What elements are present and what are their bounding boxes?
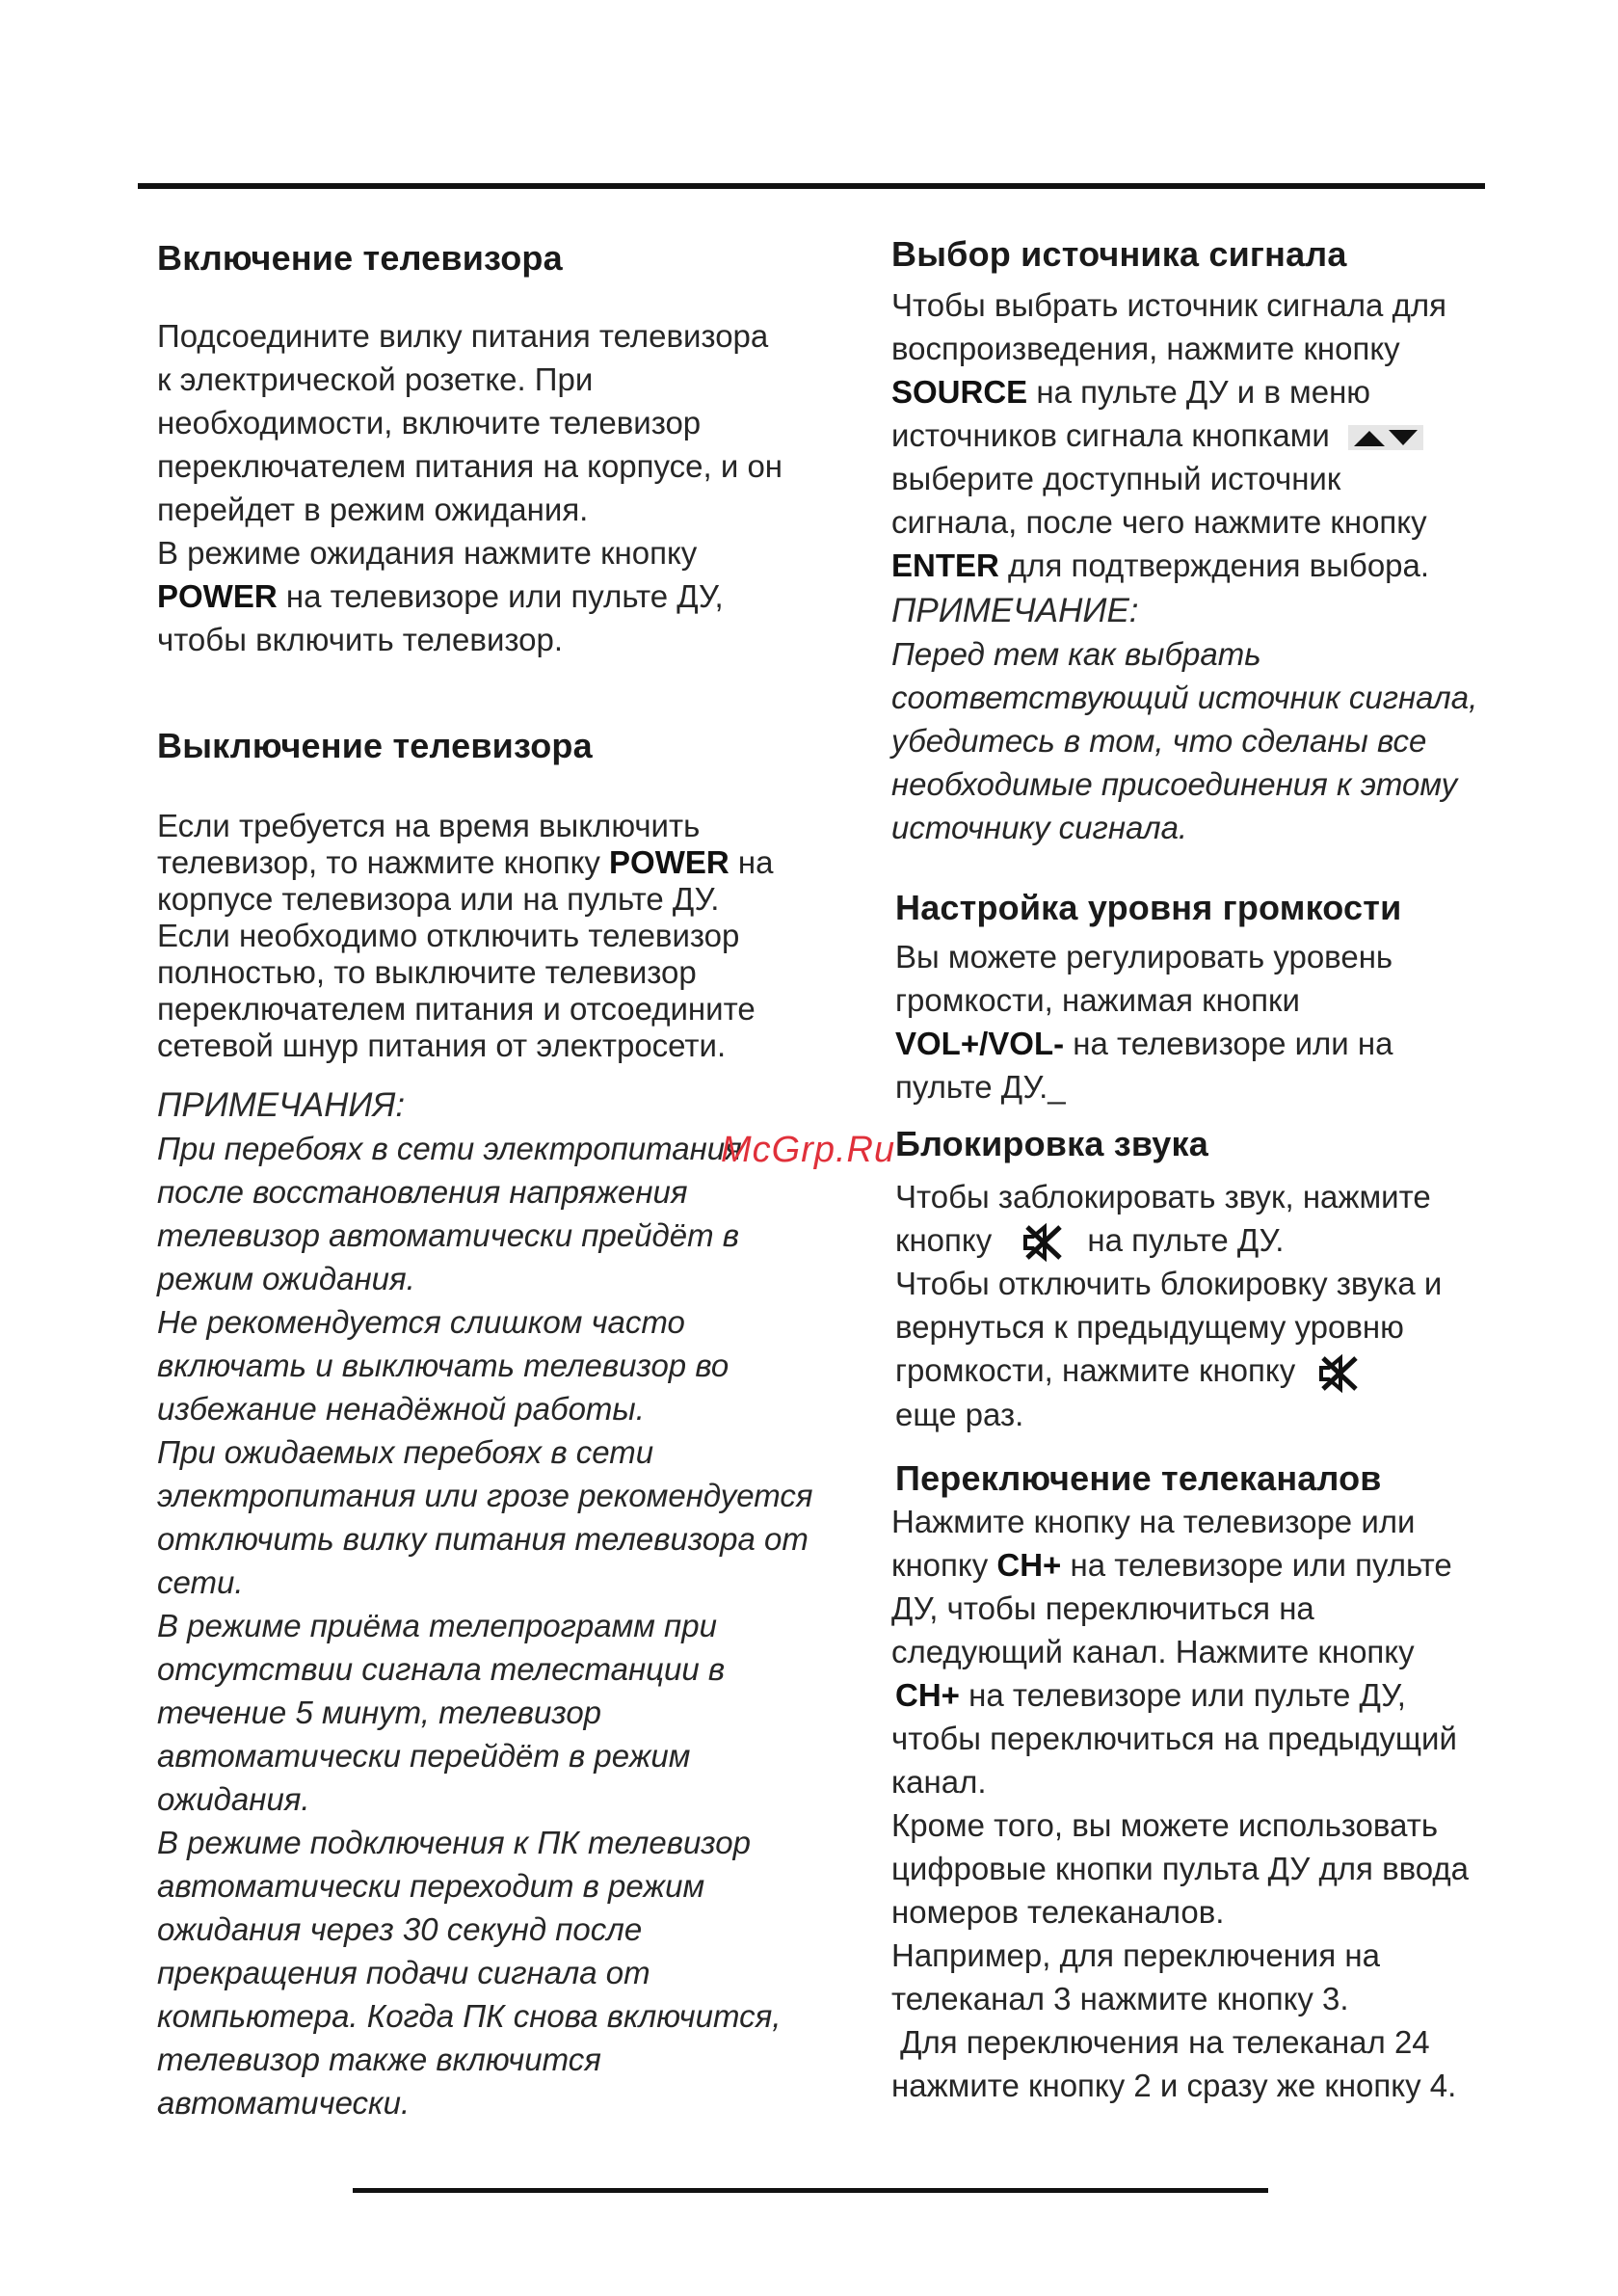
note-line: сети. (157, 1564, 244, 1600)
text-fragment: кнопку (891, 1547, 997, 1583)
volume-text (895, 935, 1493, 1108)
vol-key-label: VOL+/VOL- (895, 1026, 1065, 1061)
text-line: Подсоедините вилку питания телевизора (157, 318, 769, 354)
text-line: Если необходимо отключить телевизор (157, 918, 740, 953)
power-off-text (157, 808, 793, 1064)
ch-key-label: CH+ (996, 1547, 1062, 1583)
arrow-up-down-icon (1348, 425, 1423, 450)
text-line: номеров телеканалов. (891, 1894, 1225, 1930)
section-title-volume: Настройка уровня громкости (895, 888, 1402, 927)
text-line: пульте ДУ._ (895, 1069, 1066, 1105)
section-title-channels: Переключение телеканалов (895, 1458, 1382, 1498)
text-line: сигнала, после чего нажмите кнопку (891, 504, 1427, 540)
note-line: В режиме приёма телепрограмм при (157, 1608, 717, 1643)
text-line: сетевой шнур питания от электросети. (157, 1028, 727, 1063)
text-line (891, 1673, 1489, 1717)
source-notes (891, 632, 1489, 849)
text-line: следующий канал. Нажмите кнопку (891, 1634, 1415, 1669)
text-line (891, 1543, 1489, 1587)
note-line: после восстановления напряжения (157, 1174, 688, 1210)
note-line: режим ожидания. (157, 1261, 415, 1296)
section-title-power-off: Выключение телевизора (157, 726, 593, 765)
note-line: избежание ненадёжной работы. (157, 1391, 645, 1427)
text-line (157, 844, 793, 881)
text-line (891, 370, 1489, 414)
channels-text (891, 1500, 1489, 2107)
text-line: В режиме ожидания нажмите кнопку (157, 535, 698, 571)
section-title-source: Выбор источника сигнала (891, 234, 1347, 274)
text-line: Если требуется на время выключить (157, 808, 701, 843)
section-title-power-on: Включение телевизора (157, 238, 563, 278)
text-line: чтобы переключиться на предыдущий (891, 1721, 1457, 1756)
text-line: ДУ, чтобы переключиться на (891, 1590, 1314, 1626)
text-fragment: на пульте ДУ и в меню (1027, 374, 1371, 410)
text-line (895, 1022, 1493, 1065)
note-line: отсутствии сигнала телестанции в (157, 1651, 726, 1687)
power-key-label: POWER (609, 844, 729, 880)
text-fragment: на телевизоре или пульте (1061, 1547, 1452, 1583)
note-line: При ожидаемых перебоях в сети (157, 1434, 654, 1470)
note-line: прекращения подачи сигнала от (157, 1955, 650, 1990)
note-line: телевизор автоматически прейдёт в (157, 1217, 739, 1253)
text-line: Вы можете регулировать уровень (895, 939, 1393, 974)
note-heading: ПРИМЕЧАНИЕ: (891, 592, 1139, 629)
text-line: перейдет в режим ожидания. (157, 492, 589, 527)
ch-key-label: CH+ (895, 1677, 960, 1713)
text-line (895, 1348, 1493, 1392)
note-line: Перед тем как выбрать (891, 636, 1261, 672)
mute-icon (1021, 1223, 1064, 1262)
note-line: При перебоях в сети электропитания (157, 1131, 742, 1166)
note-line: компьютера. Когда ПК снова включится, (157, 1998, 782, 2034)
text-line: переключателем питания и отсоедините (157, 991, 756, 1027)
source-text (891, 283, 1489, 587)
top-rule (138, 183, 1485, 189)
note-line: В режиме подключения к ПК телевизор (157, 1825, 751, 1860)
text-fragment: на пульте ДУ. (1087, 1222, 1285, 1258)
source-key-label: SOURCE (891, 374, 1028, 410)
text-line: необходимости, включите телевизор (157, 405, 702, 441)
text-line: нажмите кнопку 2 и сразу же кнопку 4. (891, 2068, 1457, 2103)
note-line: ожидания через 30 секунд после (157, 1911, 643, 1947)
text-line: Чтобы отключить блокировку звука и (895, 1266, 1443, 1302)
text-line: цифровые кнопки пульта ДУ для ввода (891, 1851, 1469, 1886)
text-fragment: телевизор, то нажмите кнопку (157, 844, 610, 880)
note-line: автоматически перейдёт в режим (157, 1738, 691, 1774)
text-line: Например, для переключения на (891, 1937, 1380, 1973)
section-power-on (157, 237, 793, 661)
text-line (157, 574, 793, 618)
note-line: телевизор также включится (157, 2042, 601, 2077)
text-line: Кроме того, вы можете использовать (891, 1807, 1439, 1843)
note-line: электропитания или грозе рекомендуется (157, 1478, 813, 1513)
text-fragment: кнопку (895, 1222, 993, 1258)
text-fragment: на телевизоре или пульте ДУ, (277, 578, 724, 614)
note-line: отключить вилку питания телевизора от (157, 1521, 809, 1557)
section-mute (895, 1123, 1493, 1436)
text-line (895, 1218, 1493, 1262)
text-line: Нажмите кнопку на телевизоре или (891, 1504, 1416, 1539)
notes-heading: ПРИМЕЧАНИЯ: (157, 1086, 406, 1124)
text-line: громкости, нажимая кнопки (895, 982, 1300, 1018)
mute-text (895, 1175, 1493, 1436)
text-line: выберите доступный источник (891, 461, 1341, 496)
bottom-rule (353, 2188, 1268, 2193)
text-line (891, 544, 1489, 587)
text-line: еще раз. (895, 1396, 1024, 1432)
enter-key-label: ENTER (891, 547, 999, 583)
text-line: корпусе телевизора или на пульте ДУ. (157, 881, 720, 917)
power-key-label: POWER (157, 578, 278, 614)
text-line: чтобы включить телевизор. (157, 622, 564, 657)
text-line: вернуться к предыдущему уровню (895, 1309, 1404, 1346)
mute-icon (1317, 1354, 1360, 1393)
text-fragment: на (729, 844, 774, 880)
note-line: необходимые присоединения к этому (891, 766, 1458, 802)
text-fragment: для подтверждения выбора. (998, 547, 1430, 583)
note-line: убедитесь в том, что сделаны все (891, 723, 1427, 759)
note-line: источнику сигнала. (891, 810, 1188, 845)
text-fragment: на телевизоре или на (1064, 1026, 1393, 1061)
section-title-mute: Блокировка звука (895, 1124, 1208, 1163)
note-line: соответствующий источник сигнала, (891, 680, 1478, 715)
text-line: к электрической розетке. При (157, 361, 594, 397)
note-line: автоматически. (157, 2085, 411, 2121)
note-line: течение 5 минут, телевизор (157, 1695, 602, 1730)
text-fragment: громкости, нажмите кнопку (895, 1352, 1296, 1389)
note-line: ожидания. (157, 1781, 310, 1817)
note-line: Не рекомендуется слишком часто (157, 1304, 685, 1340)
section-channels (891, 1457, 1489, 2107)
text-line: воспроизведения, нажмите кнопку (891, 331, 1400, 366)
section-volume (895, 887, 1493, 1108)
power-on-text (157, 314, 793, 661)
text-line: переключателем питания на корпусе, и он (157, 448, 783, 484)
text-line: Для переключения на телеканал 24 (891, 2024, 1430, 2060)
text-line: Чтобы выбрать источник сигнала для (891, 287, 1446, 323)
watermark: McGrp.Ru (721, 1130, 896, 1170)
text-line: Чтобы заблокировать звук, нажмите (895, 1179, 1431, 1215)
section-source (891, 233, 1489, 849)
text-line: полностью, то выключите телевизор (157, 954, 697, 990)
text-fragment: источников сигнала кнопками (891, 417, 1330, 453)
text-fragment: на телевизоре или пульте ДУ, (959, 1677, 1406, 1713)
note-line: автоматически переходит в режим (157, 1868, 705, 1904)
text-line: телеканал 3 нажмите кнопку 3. (891, 1981, 1349, 2016)
note-line: включать и выключать телевизор во (157, 1348, 729, 1383)
text-line (891, 414, 1489, 457)
text-line: канал. (891, 1764, 987, 1800)
